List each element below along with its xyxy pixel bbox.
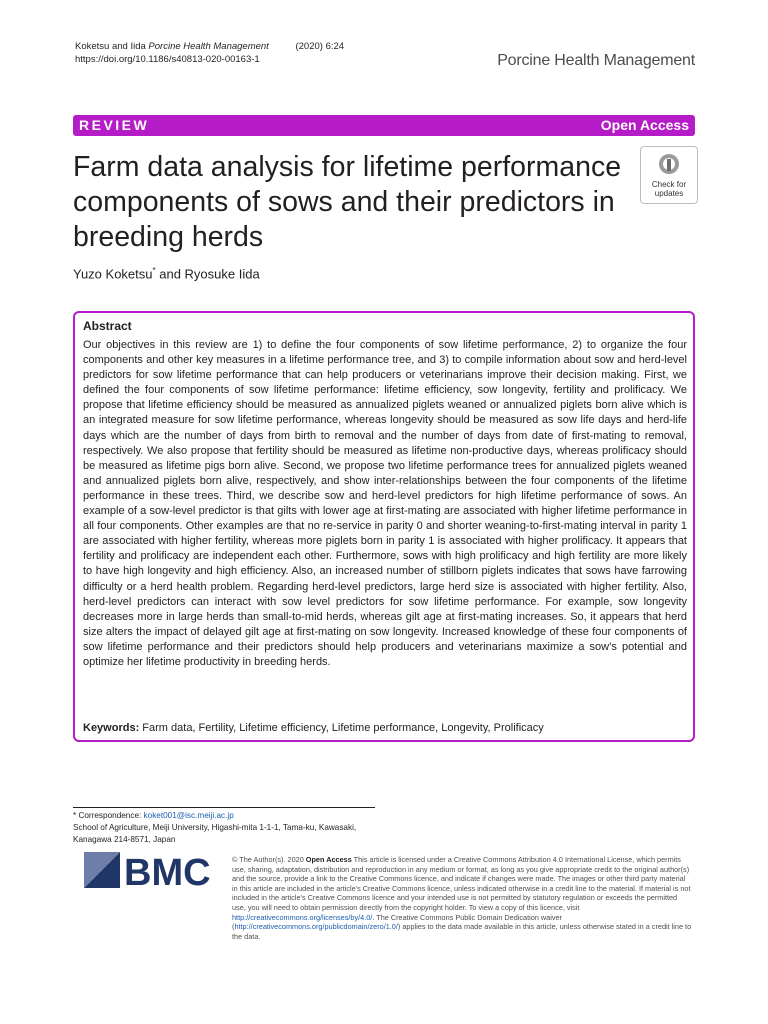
bmc-logo <box>84 852 219 888</box>
check-for-updates-button[interactable] <box>640 146 698 204</box>
license-cc0-link[interactable]: http://creativecommons.org/publicdomain/zero/1.0/ <box>234 922 398 932</box>
author-first: Yuzo Koketsu <box>73 266 153 282</box>
bmc-logo-text: BMC <box>124 852 211 888</box>
abstract-box <box>73 311 695 742</box>
correspondence-label: * Correspondence: <box>73 811 144 820</box>
license-data-note: ) applies to the data made available in this article, unless otherwise stated in a credit line to the data. <box>232 922 692 941</box>
correspondence-address: School of Agriculture, Meiji University, Higashi-mita 1-1-1, Tama-ku, Kawasaki, Kanagawa 214-8571, Japan <box>73 823 357 844</box>
keywords-list: Farm data, Fertility, Lifetime efficiency, Lifetime performance, Longevity, Prolificacy <box>139 722 544 734</box>
article-type-label: REVIEW <box>79 117 150 133</box>
open-access-label: Open Access <box>600 117 689 133</box>
license-open-access: Open Access <box>305 855 352 864</box>
doi-link[interactable]: https://doi.org/10.1186/s40813-020-00163-1 <box>75 54 260 65</box>
keywords <box>83 722 687 734</box>
corresponding-mark: * <box>152 266 156 275</box>
abstract-heading: Abstract <box>83 319 132 333</box>
author-second: and Ryosuke Iida <box>155 266 260 282</box>
correspondence-footnote <box>73 810 383 846</box>
journal-name: Porcine Health Management <box>497 52 695 69</box>
footnote-divider <box>73 807 375 808</box>
check-updates-line2: updates <box>654 189 684 198</box>
check-updates-line1: Check for <box>651 180 687 189</box>
license-text <box>232 855 692 941</box>
article-type-banner <box>73 115 695 136</box>
citation-journal: Porcine Health Management <box>148 41 269 52</box>
author-list <box>73 266 260 281</box>
license-waiver: . The Creative Commons Public Domain Dedication waiver ( <box>232 912 562 932</box>
citation-year-volume: (2020) 6:24 <box>295 41 345 52</box>
license-body: This article is licensed under a Creative Commons Attribution 4.0 International License, which permits use, sharing, adaptation, distribution and reproduction in any medium or format, as long as you give appropriate credit to the original author(s) and the source, provide a link to the Creative Commons licence, and indicate if changes were made. The images or other third party material in this article are included in the article's Creative Commons licence, unless indicated otherwise in a credit line to the material. If material is not included in the article's Creative Commons licence and your intended use is not permitted by statutory regulation or exceeds the permitted use, you will need to obtain permission directly from the copyright holder. To view a copy of this licence, visit <box>232 855 691 912</box>
license-cc-by-link[interactable]: http://creativecommons.org/licenses/by/4.0/ <box>232 912 373 922</box>
correspondence-email-link[interactable]: koket001@isc.meiji.ac.jp <box>143 811 234 820</box>
citation-authors: Koketsu and Iida <box>75 41 146 52</box>
check-updates-icon <box>658 153 680 175</box>
abstract-text: Our objectives in this review are 1) to define the four components of sow lifetime performance, 2) to organize the four components and other key measures in a lifetime performance tree, and 3) to compile information about sow and herd-level predictors for sow lifetime performance that can help producers or veterinarians improve their decision making. First, we defined the four components of sow lifetime performance: lifetime efficiency, sow longevity, fertility and prolificacy. We propose that lifetime efficiency should be measured as annualized piglets weaned or annualized piglets born alive which is an integrated measure for sow lifetime performance, whereas longevity should be measured as sow life days and herd-life days which are the number of days from birth to removal and the number of days from date of first-mating to removal, respectively. We also propose that fertility should be measured as lifetime non-productive days, whereas prolificacy should be measured as lifetime pigs born alive. Second, we propose two lifetime performance trees for annualized piglets weaned and annualized piglets born alive, respectively, and show inter-relationships between the four components of the lifetime performance in these trees. Third, we describe sow and herd-level predictors for high lifetime performance of sows. An example of a sow-level predictor is that gilts with lower age at first-mating are associated with higher lifetime performance in all four components. Other examples are that no re-service in parity 0 and shorter weaning-to-first-mating interval in parity 1 are associated with higher fertility, whereas more piglets born in parity 1 is associated with higher prolificacy. It appears that fertility and prolificacy are independent each other. Furthermore, sows with high prolificacy and high fertility are more likely to have high longevity and high efficiency. Also, an increased number of stillborn piglets indicates that sows have farrowing difficulty or a herd health problem. Regarding herd-level predictors, large herd size is associated with higher fertility. Also, herd-level predictors can interact with sow level predictors for sow lifetime performance. For example, sow longevity decreases more in large herds than small-to-mid herds, whereas gilt age at first-mating increases. So, it appears that herd size alters the impact of delayed gilt age at first-mating on sow longevity. Increased knowledge of these four components of sow lifetime performance and their predictors should help producers and veterinarians maximize a sow’s potential and optimize her lifetime productivity in breeding herds. <box>83 339 687 668</box>
article-title: Farm data analysis for lifetime performance components of sows and their predictors in breeding herds <box>73 151 622 253</box>
license-copyright: © The Author(s). 2020 <box>232 855 306 864</box>
keywords-label: Keywords: <box>83 722 140 734</box>
header-citation <box>75 40 344 66</box>
